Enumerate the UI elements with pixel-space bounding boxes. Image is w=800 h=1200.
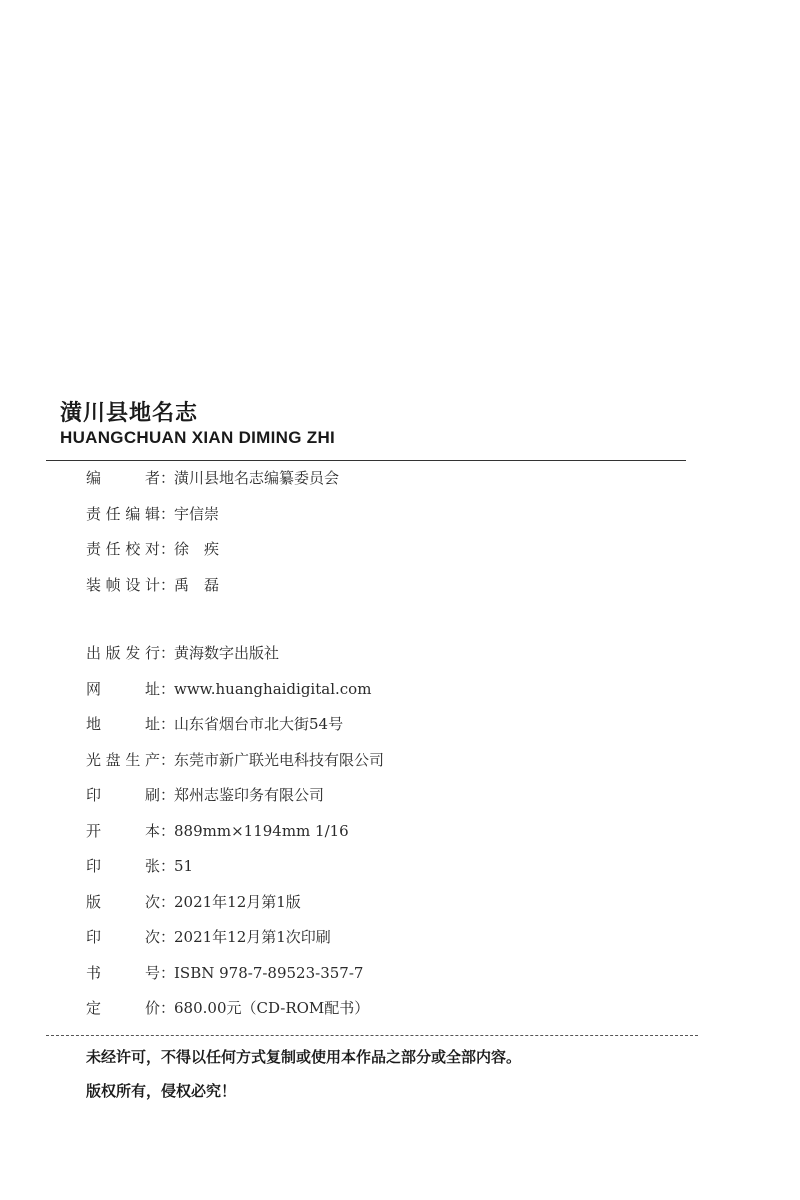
publication-value: 51	[174, 857, 194, 875]
publication-value: 黄海数字出版社	[174, 644, 280, 662]
colon-separator: ：	[160, 821, 176, 840]
publication-row	[86, 712, 343, 736]
colon-separator: ：	[160, 504, 176, 523]
publication-label: 出版发行	[86, 644, 160, 662]
publication-row	[86, 641, 279, 665]
credit-value: 宇信崇	[174, 504, 220, 523]
publication-label: 网 址	[86, 679, 160, 698]
publication-value: 山东省烟台市北大街54号	[174, 715, 344, 733]
publication-value: 2021年12月第1次印刷	[174, 928, 331, 946]
credit-row	[86, 573, 219, 597]
publication-row	[86, 677, 371, 701]
publication-row	[86, 854, 193, 878]
dashed-divider	[46, 1035, 698, 1036]
colon-separator: ：	[160, 786, 176, 804]
colon-separator: ：	[160, 644, 176, 662]
publication-row	[86, 925, 331, 949]
colon-separator: ：	[160, 575, 176, 594]
publication-label: 光盘生产	[86, 750, 160, 769]
credit-row	[86, 466, 339, 490]
colon-separator: ：	[160, 750, 176, 769]
colon-separator: ：	[160, 715, 176, 733]
publication-value: ISBN 978-7-89523-357-7	[174, 963, 364, 982]
credit-label: 编 者	[86, 469, 160, 487]
credit-value: 禹 磊	[174, 575, 220, 594]
book-title-en: HUANGCHUAN XIAN DIMING ZHI	[60, 428, 336, 447]
publication-label: 地 址	[86, 715, 160, 733]
credit-label: 责任校对	[86, 540, 160, 558]
publication-row	[86, 996, 369, 1020]
publication-value: 2021年12月第1版	[174, 892, 301, 911]
colon-separator: ：	[160, 999, 176, 1017]
credit-value: 潢川县地名志编纂委员会	[174, 469, 340, 487]
publication-label: 书 号	[86, 963, 160, 982]
publication-row	[86, 961, 363, 985]
publication-value: 889mm×1194mm 1/16	[174, 821, 349, 840]
publication-label: 版 次	[86, 892, 160, 911]
publication-label: 印 张	[86, 857, 160, 875]
book-title-cn: 潢川县地名志	[60, 400, 199, 426]
credit-row	[86, 502, 219, 526]
credit-label: 装帧设计	[86, 575, 160, 594]
colon-separator: ：	[160, 679, 176, 698]
credit-value: 徐 疾	[174, 540, 220, 558]
header-rule	[46, 460, 686, 461]
publication-value: www.huanghaidigital.com	[174, 679, 372, 698]
publication-label: 印 次	[86, 928, 160, 946]
publication-row	[86, 819, 349, 843]
colon-separator: ：	[160, 469, 176, 487]
colon-separator: ：	[160, 928, 176, 946]
copyright-notice-line2: 版权所有，侵权必究！	[86, 1082, 237, 1100]
credit-label: 责任编辑	[86, 504, 160, 523]
copyright-notice-line1: 未经许可，不得以任何方式复制或使用本作品之部分或全部内容。	[86, 1048, 522, 1066]
publication-row	[86, 783, 324, 807]
publication-value: 东莞市新广联光电科技有限公司	[174, 750, 385, 769]
publication-row	[86, 890, 301, 914]
colon-separator: ：	[160, 963, 176, 982]
colon-separator: ：	[160, 892, 176, 911]
publication-row	[86, 748, 384, 772]
colon-separator: ：	[160, 857, 176, 875]
credit-row	[86, 537, 219, 561]
publication-label: 开 本	[86, 821, 160, 840]
publication-value: 郑州志鉴印务有限公司	[174, 786, 325, 804]
publication-value: 680.00元（CD-ROM配书）	[174, 999, 370, 1017]
publication-label: 定 价	[86, 999, 160, 1017]
publication-label: 印 刷	[86, 786, 160, 804]
colon-separator: ：	[160, 540, 176, 558]
